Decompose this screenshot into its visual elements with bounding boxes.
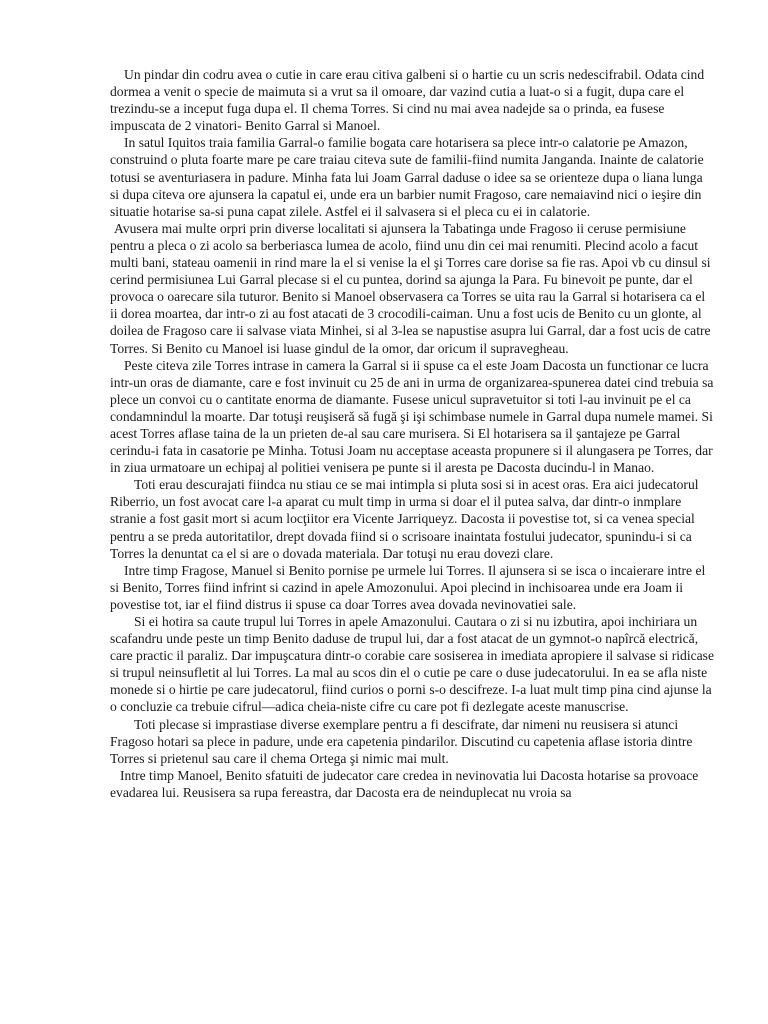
- paragraph-7: Si ei hotira sa caute trupul lui Torres in apele Amazonului. Cautara o zi si nu izbutira, apoi inchiriara un scafandru unde peste un timp Benito daduse de trupul lui, dar a fost atacat de un gymnot-o napîrcă electrică, care practic il paraliz. Dar impuşcatura dintr-o corabie care sosiserea in imediata apropiere il salvase si ridicase si trupul neinsufletit al lui Torres. La mal au scos din el o cutie pe care o duse judecatorului. In ea se afla niste monede si o hirtie pe care judecatorul, fiind curios o porni s-o descifreze. I-a luat mult timp pina cind ajunse la o concluzie ca trebuie cifrul—adica cheia-niste cifre cu care pot fi dezlegate aceste manuscrise.: [110, 614, 714, 715]
- paragraph-1: Un pindar din codru avea o cutie in care erau citiva galbeni si o hartie cu un scris nedescifrabil. Odata cind dormea a venit o specie de maimuta si a vrut sa il omoare, dar vazind cutia a luat-o si a fugit, dupa care el trezindu-se a inceput fuga dupa el. Il chema Torres. Si cind nu mai avea nadejde sa o prinda, ea fusese impuscata de 2 vinatori- Benito Garral si Manoel.: [110, 67, 705, 134]
- paragraph-8: Toti plecase si imprastiase diverse exemplare pentru a fi descifrate, dar nimeni nu reusisera si atunci Fragoso hotari sa plece in padure, unde era capetenia pindarilor. Discutind cu capetenia aflase istoria dintre Torres si prietenul sau care il chema Ortega şi nimic mai mult.: [110, 716, 693, 766]
- paragraph-3: Avusera mai multe orpri prin diverse localitati si ajunsera la Tabatinga unde Fragoso ii ceruse permisiune pentru a pleca o zi acolo sa berberiasca lumea de acolo, fiind unu din cei mai renumiti. Plecind acolo a facut multi bani, stateau oamenii in rind mare la el si venise la el şi Torres care dorise sa fie ras. Apoi vb cu dinsul si cerind permisiunea Lui Garral plecase si el cu puntea, dorind sa ajunga la Para. Fu binevoit pe punte, dar el provoca o oarecare sila tuturor. Benito si Manoel observasera ca Torres se uita rau la Garral si hotarisera ca el ii dorea moartea, dar intr-o zi au fost atacati de 3 crocodili-caiman. Unu a fost ucis de Benito cu un glonte, al doilea de Fragoso care ii salvase viata Minhei, si al 3-lea se napustise asupra lui Garral, dar a fost ucis de catre Torres. Si Benito cu Manoel isi luase gindul de la omor, dar oricum il supravegheau.: [110, 220, 711, 356]
- paragraph-6: Intre timp Fragose, Manuel si Benito pornise pe urmele lui Torres. Il ajunsera si se isca o incaierare intre el si Benito, Torres fiind infrint si cazind in apele Amozonului. Apoi plecind in inchisoarea unde era Joam ii povestise tot, iar el fiind distrus ii spuse ca doar Torres avea dovada nevinovatiei sale.: [110, 562, 706, 612]
- paragraph-4: Peste citeva zile Torres intrase in camera la Garral si ii spuse ca el este Joam Dacosta un functionar ce lucra intr-un oras de diamante, care e fost invinuit cu 25 de ani in urma de organizarea-spunerea datei cind trebuia sa plece un convoi cu o cantitate enorma de diamante. Fusese unicul supravetuitor si toti l-au invinuit pe el ca condamnindul la moarte. Dar totuşi reuşiseră să fugă şi işi schimbase numele in Garral dupa numele mamei. Si acest Torres aflase taina de la un prieten de-al sau care murisera. Si El hotarisera sa il şantajeze pe Garral cerindu-i fata in casatorie pe Minha. Totusi Joam nu acceptase aceasta propunere si il alungasera pe Torres, dar in ziua urmatoare un echipaj al politiei venisera pe punte si il aresta pe Dacosta ducindu-l in Manao.: [110, 357, 714, 476]
- document-body: [110, 66, 714, 801]
- paragraph-2: In satul Iquitos traia familia Garral-o familie bogata care hotarisera sa plece intr-o calatorie pe Amazon, construind o pluta foarte mare pe care traiau citeva sute de familii-fiind numita Janganda. Inainte de calatorie totusi se aventuriasera in padure. Minha fata lui Joam Garral daduse o idee sa se orienteze dupa o liana lunga si dupa citeva ore ajunsera la capatul ei, unde era un barbier numit Fragoso, care nemaiavind nici o ieşire din situatie hotarise sa-si puna capat zilele. Astfel ei il salvasera si el pleca cu ei in calatorie.: [110, 135, 704, 219]
- paragraph-5: Toti erau descurajati fiindca nu stiau ce se mai intimpla si pluta sosi si in acest oras. Era aici judecatorul Riberrio, un fost avocat care l-a aparat cu mult timp in urma si doar el il putea salva, dar dintr-o inmplare stranie a fost gasit mort si acum locţiitor era Vicente Jarriqueyz. Dacosta ii povestise tot, si ca venea special pentru a se preda autoritatilor, drept dovada fiind si o scrisoare inaintata fostului judecator, spunindu-i si ca Torres la denuntat ca el si are o dovada materiala. Dar totuşi nu erau dovezi clare.: [110, 477, 699, 561]
- paragraph-9: Intre timp Manoel, Benito sfatuiti de judecator care credea in nevinovatia lui Dacosta hotarise sa provoace evadarea lui. Reusisera sa rupa fereastra, dar Dacosta era de neinduplecat nu vroia sa: [110, 767, 699, 800]
